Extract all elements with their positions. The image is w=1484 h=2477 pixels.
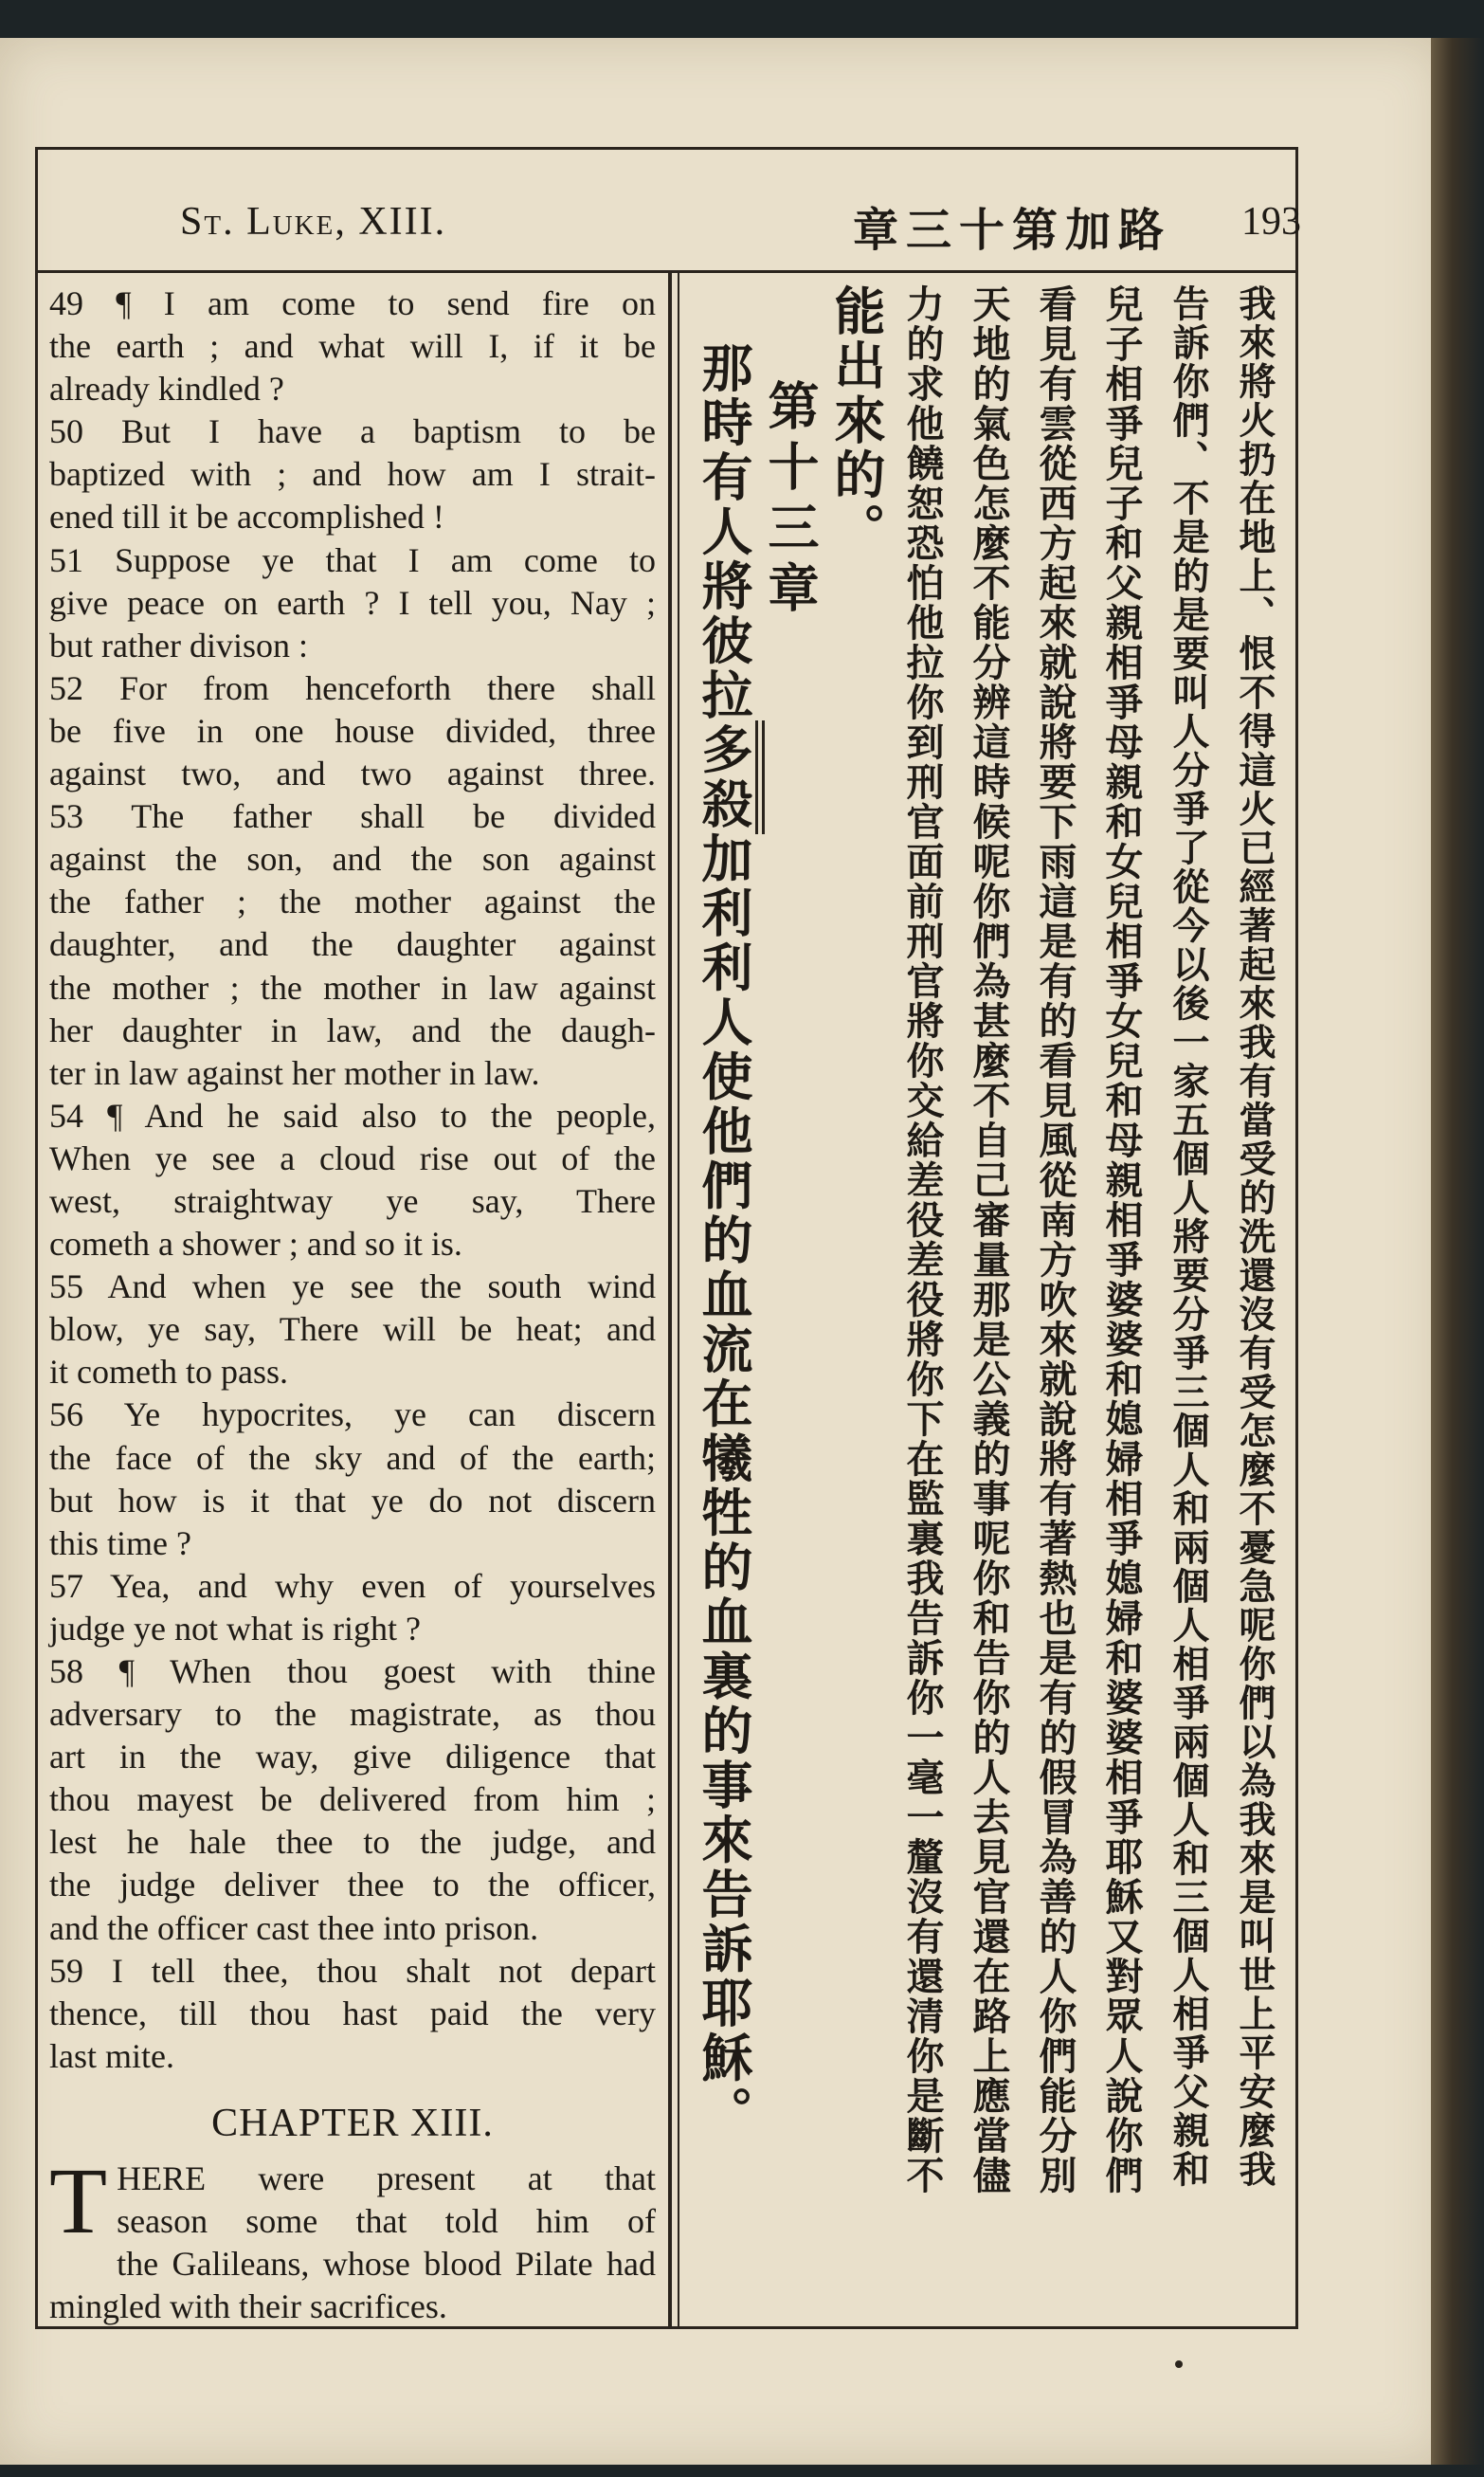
- verse-line: 57 Yea, and why even of yourselves: [49, 1566, 656, 1605]
- verse-line: blow, ye say, There will be heat; and: [49, 1310, 656, 1349]
- verse-line: be five in one house divided, three: [49, 711, 656, 750]
- verse-line: and the officer cast thee into prison.: [49, 1908, 539, 1947]
- chapter-heading: CHAPTER XIII.: [211, 2101, 494, 2145]
- chinese-verse-column: 兒子相爭兒子和父親相爭母親和女兒相爭女兒和母親相爭婆婆和媳婦相爭媳婦和婆婆相爭耶穌又對眾人說你們: [1099, 284, 1143, 2195]
- verse-line: last mite.: [49, 2036, 174, 2075]
- verse-line: this time ?: [49, 1523, 191, 1562]
- verse-line: thence, till thou hast paid the very: [49, 1994, 656, 2032]
- verse-line: adversary to the magistrate, as thou: [49, 1695, 656, 1734]
- chinese-verse-column: 看見有雲從西方起來就說將要下雨這是有的看見風從南方吹來就說將有著熱也是有的假冒為善的人你們能分別: [1033, 284, 1077, 2195]
- verse-line: against the son, and the son against: [49, 840, 656, 879]
- column-divider-thin: [678, 273, 679, 2326]
- verse-line: the father ; the mother against the: [49, 883, 656, 921]
- verse-line: 55 And when ye see the south wind: [49, 1267, 656, 1306]
- chapter-line: mingled with their sacrifices.: [49, 2287, 447, 2326]
- verse-line: judge ye not what is right ?: [49, 1609, 421, 1648]
- english-column: [49, 282, 656, 2328]
- chapter-rule-2: [762, 720, 765, 834]
- verse-line: ter in law against her mother in law.: [49, 1053, 540, 1092]
- verse-line: her daughter in law, and the daugh-: [49, 1011, 656, 1049]
- ink-speck: [1175, 2360, 1183, 2368]
- chinese-chapter-text: 那時有人將彼拉多殺加利利人使他們的血流在犧牲的血裏的事來告訴耶穌。: [694, 341, 753, 2140]
- verse-line: 59 I tell thee, thou shalt not depart: [49, 1951, 656, 1990]
- verse-line: 58 ¶ When thou goest with thine: [49, 1652, 656, 1690]
- verse-line: 56 Ye hypocrites, ye can discern: [49, 1395, 656, 1434]
- verse-line: When ye see a cloud rise out of the: [49, 1138, 656, 1177]
- chinese-verse-column: 告訴你們、不是的是要叫人分爭了從今以後一家五個人將要分爭三個人和兩個人相爭兩個人和三個人相爭父親和: [1167, 284, 1209, 2189]
- verse-line: 49 ¶ I am come to send fire on: [49, 284, 656, 322]
- verse-line: but rather divison :: [49, 626, 308, 665]
- verse-line: already kindled ?: [49, 370, 284, 409]
- verse-line: 50 But I have a baptism to be: [49, 412, 656, 451]
- chinese-verse-column: 力的求他饒恕恐怕他拉你到刑官面前刑官將你交給差役差役將你下在監裏我告訴你一毫一釐沒有還清你是斷不: [900, 284, 944, 2195]
- verse-line: give peace on earth ? I tell you, Nay ;: [49, 583, 656, 622]
- english-verses: [49, 282, 656, 2078]
- verse-line: 52 For from henceforth there shall: [49, 668, 656, 707]
- header-title: St. Luke, XIII.: [180, 200, 447, 244]
- chapter-line: season some that told him of: [117, 2202, 656, 2241]
- verse-line: against two, and two against three.: [49, 755, 656, 793]
- verse-line: 54 ¶ And he said also to the people,: [49, 1096, 656, 1135]
- verse-line: baptized with ; and how am I strait-: [49, 455, 656, 494]
- running-header: [38, 150, 1301, 273]
- chapter-rule: [755, 720, 758, 834]
- verse-line: art in the way, give diligence that: [49, 1738, 656, 1776]
- drop-cap: T: [49, 2147, 108, 2253]
- verse-line: the earth ; and what will I, if it be: [49, 327, 656, 366]
- chinese-chapter-heading: 第十三章: [760, 379, 820, 622]
- verse-line: the face of the sky and of the earth;: [49, 1438, 656, 1477]
- verse-line: cometh a shower ; and so it is.: [49, 1225, 462, 1264]
- header-chinese-title: 章三十第加路: [853, 204, 1172, 257]
- chapter-line: the Galileans, whose blood Pilate had: [117, 2245, 656, 2284]
- chinese-column: [690, 284, 1287, 2313]
- chapter-text: [49, 2147, 656, 2328]
- page-edge: [1431, 38, 1484, 2465]
- chinese-verse-column: 天地的氣色怎麼不能分辨這時候呢你們為甚麼不自己審量那是公義的事呢你和告你的人去見官還在路上應當儘: [967, 284, 1010, 2195]
- verse-line: ened till it be accomplished !: [49, 498, 444, 537]
- verse-line: lest he hale thee to the judge, and: [49, 1823, 656, 1862]
- verse-line: the mother ; the mother in law against: [49, 968, 656, 1007]
- verse-line: the judge deliver thee to the officer,: [49, 1866, 656, 1904]
- verse-line: it cometh to pass.: [49, 1353, 288, 1392]
- verse-line: but how is it that ye do not discern: [49, 1481, 656, 1520]
- verse-line: west, straightway ye say, There: [49, 1181, 656, 1220]
- verse-line: daughter, and the daughter against: [49, 925, 656, 964]
- chapter-lines: [49, 2147, 656, 2328]
- chinese-verse-column: 我來將火扔在地上、恨不得這火已經著起來我有當受的洗還沒有受怎麼不憂急呢你們以為我來是叫世上平安麼我: [1233, 284, 1276, 2189]
- verse-line: thou mayest be delivered from him ;: [49, 1780, 656, 1819]
- column-divider: [668, 273, 672, 2326]
- page-number: 193: [1241, 200, 1301, 244]
- chapter-line: HERE were present at that: [117, 2158, 656, 2197]
- chinese-verse-column: 能出來的。: [826, 284, 886, 557]
- verse-line: 51 Suppose ye that I am come to: [49, 540, 656, 579]
- verse-line: 53 The father shall be divided: [49, 797, 656, 836]
